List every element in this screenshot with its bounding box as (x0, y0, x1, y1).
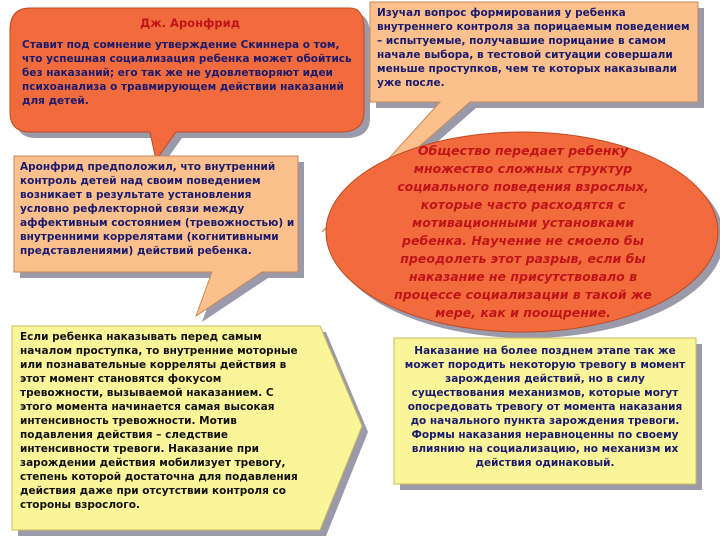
ellipse-right-text: Общество передает ребенку множество сложных структур социального поведения взрослых, которые часто расходятся с мотивационными установками ребенка. Научение не смоело бы преодолеть этот разрыв, если бы наказание не присутствовало в процессе социализации в такой же мере, как и поощрение. (394, 143, 652, 320)
callout-top-left-title: Дж. Аронфрид (139, 16, 241, 30)
callout-top-left-text: Ставит под сомнение утверждение Скиннера о том, что успешная социализация ребенка может обойтись без наказаний; его так же не удовлетворяют идеи психоанализа о травмирующем действии наказаний для детей. (22, 39, 352, 107)
box-bottom-right-text: Наказание на более позднем этапе так же может породить некоторую тревогу в момент зарождения действий, но в силу существования механизмов, которые могут опосредовать тревогу от момента наказания до начального пункта зарождения тревоги. Формы наказания неравноценны по своему влиянию на социализацию, но механизм их действия одинаковый. (404, 345, 686, 469)
arrow-box-text: Если ребенка наказывать перед самым началом проступка, то внутренние моторные или познавательные корреляты действия в этот момент становятся фокусом тревожности, вызываемой наказанием. С этого момента начинается самая высокая интенсивность тревожности. Мотив подавления действия – следствие интенсивности тревоги. Наказание при зарождении действия мобилизует тревогу, степень которой достаточна для подавления действия даже при отсутствии контроля со стороны взрослого. (20, 331, 298, 511)
callout-top-right-text: Изучал вопрос формирования у ребенка внутреннего контроля за порицаемым поведением – испытуемые, получавшие порицание в самом начале выбора, в тестовой ситуации совершали меньше проступков, чем те которых наказывали уже после. (377, 7, 690, 89)
callout-middle-left-text: Аронфрид предположил, что внутренний контроль детей над своим поведением возникает в результате установления условно рефлекторной связи между аффективным состоянием (тревожностью) и внутренними коррелятами (когнитивными представлениями) действий ребенка. (20, 161, 295, 257)
